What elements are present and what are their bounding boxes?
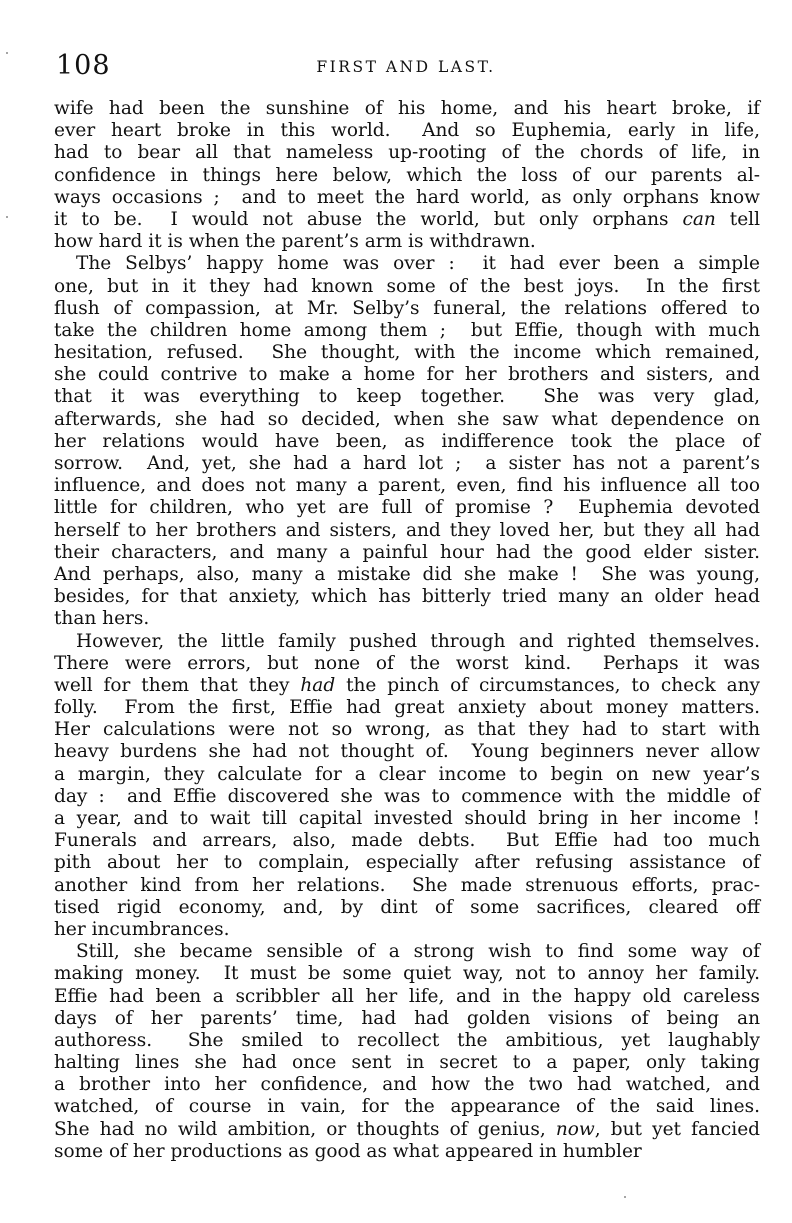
text-run: a year, and to wait till capital invested should bring in her income ! [54,808,760,829]
text-run: the pinch of circumstances, to check any [335,674,760,696]
text-line [54,786,760,808]
text-run: Funerals and arrears, also, made debts. But Effie had too much [54,830,760,852]
text-line [54,608,760,630]
text-line [54,386,760,408]
text-run: well for them that they [54,674,301,696]
text-run: another kind from her relations. She made strenuous efforts, prac- [54,874,760,896]
text-line [54,431,760,453]
text-run: influence, and does not many a parent, even, find his influence all too [54,475,760,497]
text-run: making money. It must be some quiet way, not to annoy her family. [54,963,760,985]
text-line [54,342,760,364]
text-line [54,1141,760,1163]
text-run: it to be. I would not abuse the world, but only orphans [54,208,683,230]
text-line [54,209,760,231]
text-line [54,165,760,187]
text-run: The Selbys’ happy home was over : it had ever been a simple [76,253,760,275]
text-run: her incumbrances. [54,918,230,940]
text-run: She had no wild ambition, or thoughts of genius, [54,1118,556,1140]
text-run: watched, of course in vain, for the appearance of the said lines. [54,1096,760,1118]
text-line [54,586,760,608]
text-line [54,409,760,431]
text-line [54,963,760,985]
paragraph [54,98,760,253]
text-run: ever heart broke in this world. And so Euphemia, early in life, [54,120,760,142]
text-line [54,852,760,874]
paragraph [54,253,760,630]
text-line [54,564,760,586]
text-run: her relations would have been, as indifference took the place of [54,430,760,452]
text-run: had to bear all that nameless up-rooting of the chords of life, in [54,142,760,164]
text-line [54,697,760,719]
text-line [54,653,760,675]
text-line [54,364,760,386]
text-line [54,98,760,120]
text-line [54,1052,760,1074]
text-run: that it was everything to keep together. She was very glad, [54,386,760,408]
text-run: And perhaps, also, many a mistake did she make ! She was young, [54,563,760,585]
text-line [54,741,760,763]
text-run: Effie had been a scribbler all her life, and in the happy old careless [54,985,760,1007]
text-run: folly. From the first, Effie had great anxiety about money matters. [54,697,760,719]
running-head [56,48,756,84]
text-run: hesitation, refused. She thought, with the income which remained, [54,342,760,364]
text-run: than hers. [54,608,150,630]
text-line [54,986,760,1008]
text-run: days of her parents’ time, had had golden visions of being an [54,1007,760,1029]
text-run: pith about her to complain, especially after refusing assistance of [54,852,760,874]
text-line [54,1074,760,1096]
text-run: tell [715,208,760,230]
text-line [54,675,760,697]
paragraph [54,941,760,1163]
text-run: authoress. She smiled to recollect the ambitious, yet laughably [54,1029,760,1051]
text-run: tised rigid economy, and, by dint of some sacrifices, cleared off [54,896,760,918]
text-run: confidence in things here below, which the loss of our parents al- [54,164,760,186]
scan-speck [624,1196,626,1198]
text-line [54,875,760,897]
text-run: little for children, who yet are full of promise ? Euphemia devoted [54,497,760,519]
text-line [54,631,760,653]
text-run: a brother into her confidence, and how the two had watched, and [54,1074,760,1096]
text-run: besides, for that anxiety, which has bitterly tried many an older head [54,586,760,608]
text-run: how hard it is when the parent’s arm is withdrawn. [54,231,536,253]
text-run: wife had been the sunshine of his home, and his heart broke, if [54,98,760,119]
text-line [54,764,760,786]
text-line [54,497,760,519]
text-line [54,941,760,963]
text-run: heavy burdens she had not thought of. Young beginners never allow [54,741,760,763]
italic-word: had [300,674,336,696]
running-title: FIRST AND LAST. [316,58,496,76]
text-run: their characters, and many a painful hour had the good elder sister. [54,541,760,563]
scan-speck [6,52,8,54]
text-line [54,897,760,919]
paragraph [54,631,760,942]
text-line [54,719,760,741]
italic-word: now [555,1118,595,1140]
text-run: a margin, they calculate for a clear income to begin on new year’s [54,763,760,785]
text-line [54,298,760,320]
text-run: There were errors, but none of the worst kind. Perhaps it was [54,652,760,674]
text-line [54,919,760,941]
text-run: halting lines she had once sent in secret to a paper, only taking [54,1052,760,1074]
text-run: day : and Effie discovered she was to commence with the middle of [54,785,760,807]
text-line [54,1008,760,1030]
text-line [54,475,760,497]
text-line [54,320,760,342]
text-line [54,187,760,209]
text-run: take the children home among them ; but Effie, though with much [54,319,760,341]
scan-speck [6,216,8,218]
text-run: flush of compassion, at Mr. Selby’s funeral, the relations offered to [54,297,760,319]
text-line [54,120,760,142]
text-run: one, but in it they had known some of the best joys. In the first [54,275,760,297]
text-line [54,808,760,830]
text-run: However, the little family pushed through and righted themselves. [76,630,760,652]
text-line [54,453,760,475]
text-run: ways occasions ; and to meet the hard world, as only orphans know [54,186,760,208]
text-run: sorrow. And, yet, she had a hard lot ; a sister has not a parent’s [54,453,760,474]
body-text [54,98,760,1163]
text-line [54,1119,760,1141]
text-run: she could contrive to make a home for her brothers and sisters, and [54,364,760,386]
text-run: some of her productions as good as what appeared in humbler [54,1140,642,1162]
text-run: herself to her brothers and sisters, and they loved her, but they all had [54,519,760,541]
italic-word: can [682,208,716,230]
text-line [54,231,760,253]
text-run: Still, she became sensible of a strong wish to find some way of [76,941,760,963]
text-line [54,1096,760,1118]
text-line [54,830,760,852]
text-line [54,520,760,542]
page-number: 108 [56,50,111,81]
text-run: Her calculations were not so wrong, as that they had to start with [54,719,760,741]
text-run: afterwards, she had so decided, when she saw what dependence on [54,408,760,430]
text-line [54,542,760,564]
text-line [54,276,760,298]
text-line [54,253,760,275]
text-line [54,1030,760,1052]
text-line [54,142,760,164]
text-run: , but yet fancied [594,1118,760,1140]
